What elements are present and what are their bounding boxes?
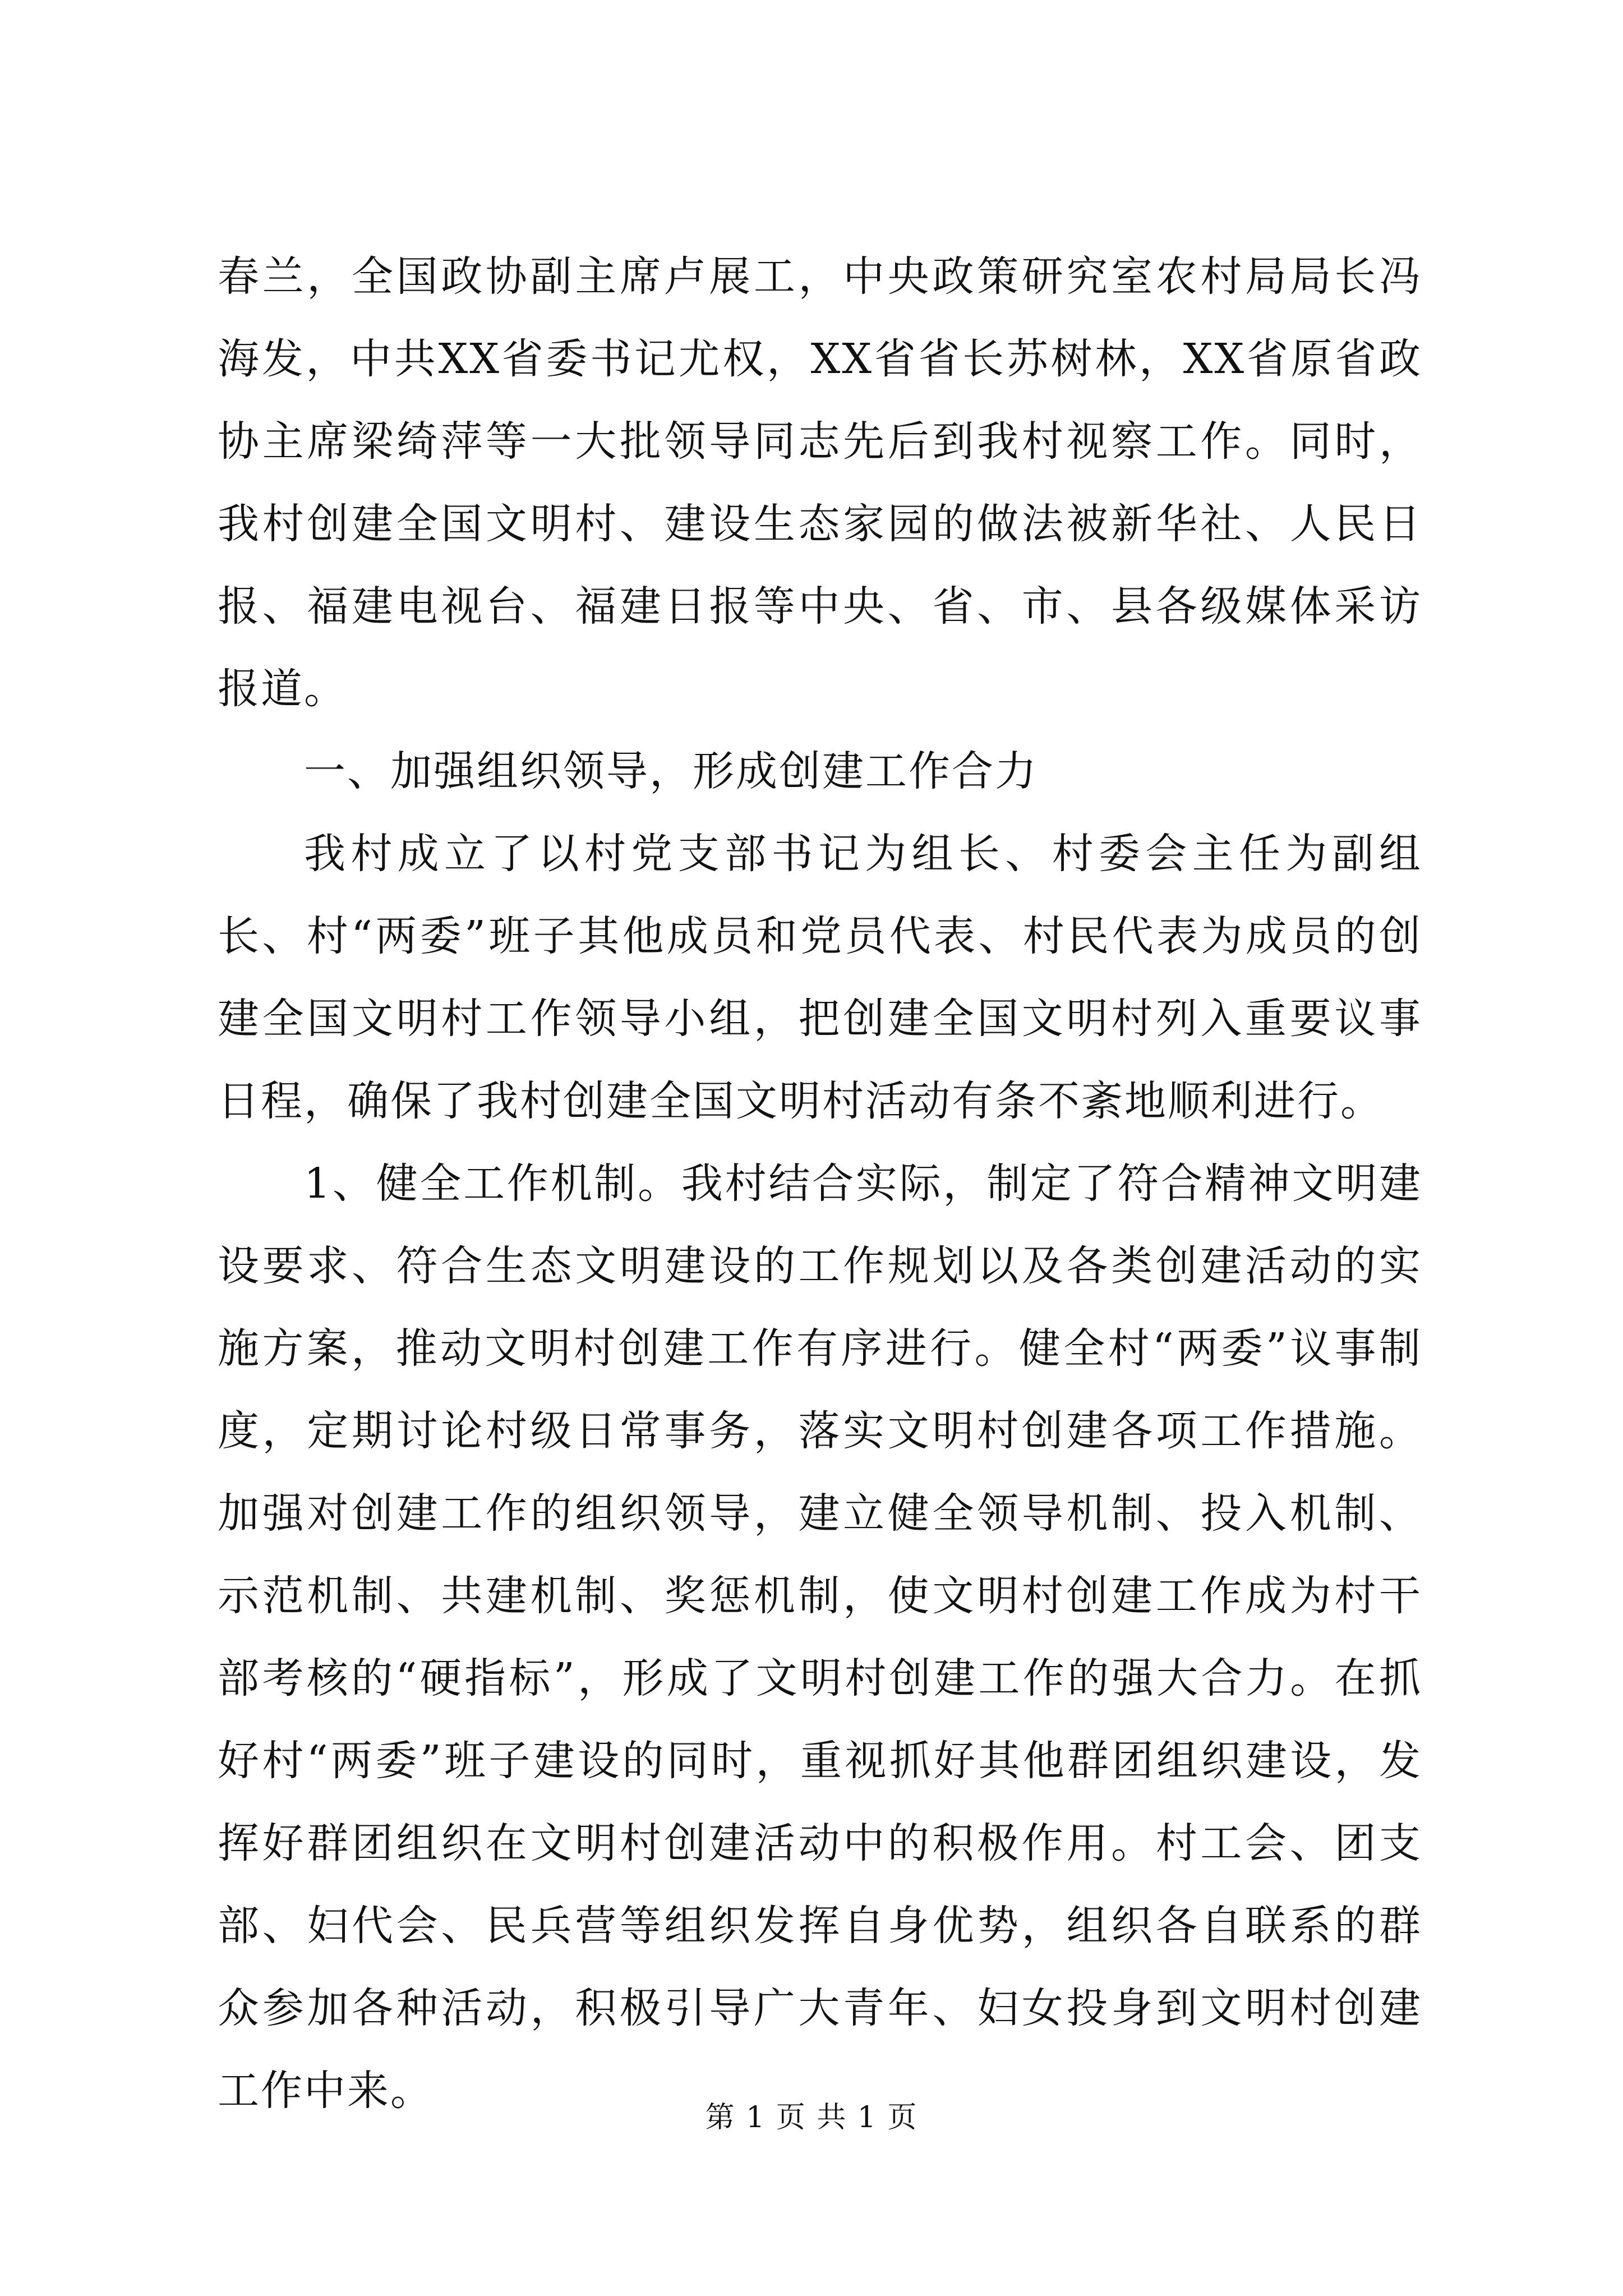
- document-body: [218, 236, 1422, 2132]
- paragraph-leadership-group: 我村成立了以村党支部书记为组长、村委会主任为副组长、村“两委”班子其他成员和党员代表、村民代表为成员的创建全国文明村工作领导小组，把创建全国文明村列入重要议事日程，确保了我村创建全国文明村活动有条不紊地顺利进行。: [218, 830, 1422, 1125]
- section-heading: 一、加强组织领导，形成创建工作合力: [304, 747, 1038, 795]
- paragraph-work-mechanism: 1、健全工作机制。我村结合实际，制定了符合精神文明建设要求、符合生态文明建设的工作规划以及各类创建活动的实施方案，推动文明村创建工作有序进行。健全村“两委”议事制度，定期讨论村级日常事务，落实文明村创建各项工作措施。加强对创建工作的组织领导，建立健全领导机制、投入机制、示范机制、共建机制、奖惩机制，使文明村创建工作成为村干部考核的“硬指标”，形成了文明村创建工作的强大合力。在抓好村“两委”班子建设的同时，重视抓好其他群团组织建设，发挥好群团组织在文明村创建活动中的积极作用。村工会、团支部、妇代会、民兵营等组织发挥自身优势，组织各自联系的群众参加各种活动，积极引导广大青年、妇女投身到文明村创建工作中来。: [218, 1159, 1422, 2115]
- paragraph-continuation: 春兰，全国政协副主席卢展工，中央政策研究室农村局局长冯海发，中共XX省委书记尤权，XX省省长苏树林，XX省原省政协主席梁绮萍等一大批领导同志先后到我村视察工作。同时，我村创建全国文明村、建设生态家园的做法被新华社、人民日报、福建电视台、福建日报等中央、省、市、县各级媒体采访报道。: [218, 252, 1422, 713]
- page-footer: 第 1 页 共 1 页: [705, 2101, 918, 2134]
